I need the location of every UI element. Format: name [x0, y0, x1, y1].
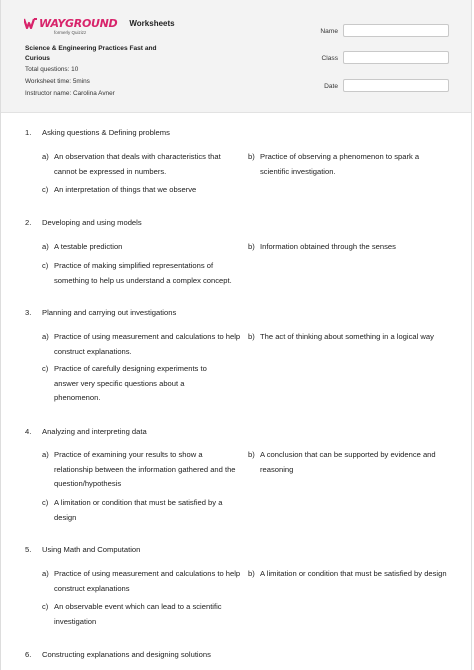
option-c[interactable] — [42, 183, 242, 198]
option-text: Information obtained through the senses — [260, 242, 396, 251]
option-letter: b) — [248, 569, 255, 578]
option-letter: b) — [248, 332, 255, 341]
question-number: 6. — [25, 650, 32, 659]
option-letter: c) — [42, 261, 49, 270]
wayground-logo-icon — [24, 18, 37, 29]
option-letter: b) — [248, 450, 255, 459]
option-text: A testable prediction — [54, 242, 123, 251]
option-letter: b) — [248, 242, 255, 251]
worksheet-header — [1, 0, 471, 113]
option-c[interactable] — [42, 496, 242, 525]
option-text: Practice of using measurement and calculations to help construct explanations. — [54, 332, 241, 356]
instructor-name: Instructor name: Carolina Avner — [25, 90, 115, 97]
date-label: Date — [324, 83, 338, 90]
option-text: A limitation or condition that must be satisfied by a design — [54, 498, 223, 522]
option-text: Practice of making simplified representations of something to help us understand a complex concept. — [54, 261, 232, 285]
question-number: 2. — [25, 218, 32, 227]
option-letter: a) — [42, 569, 49, 578]
option-b[interactable] — [248, 240, 448, 255]
option-letter: a) — [42, 242, 49, 251]
class-label: Class — [321, 55, 338, 62]
option-a[interactable] — [42, 448, 242, 492]
option-a[interactable] — [42, 567, 242, 596]
name-label: Name — [320, 28, 338, 35]
name-field[interactable] — [343, 24, 449, 37]
brand-name: WAYGROUND — [39, 17, 118, 30]
option-text: Practice of observing a phenomenon to spark a scientific investigation. — [260, 152, 420, 176]
class-field[interactable] — [343, 51, 449, 64]
option-letter: a) — [42, 152, 49, 161]
option-letter: a) — [42, 450, 49, 459]
worksheet-title: Science & Engineering Practices Fast and Curious — [25, 45, 157, 62]
option-text: A conclusion that can be supported by evidence and reasoning — [260, 450, 436, 474]
option-letter: a) — [42, 332, 49, 341]
option-text: Practice of using measurement and calculations to help construct explanations — [54, 569, 241, 593]
brand — [24, 17, 175, 35]
option-c[interactable] — [42, 259, 247, 288]
question-text: Planning and carrying out investigations — [42, 308, 177, 317]
option-text: A limitation or condition that must be satisfied by design — [260, 569, 447, 578]
option-letter: c) — [42, 498, 49, 507]
option-letter: c) — [42, 602, 49, 611]
question-text: Developing and using models — [42, 218, 142, 227]
option-b[interactable] — [248, 330, 453, 345]
question-number: 1. — [25, 128, 32, 137]
brand-subtitle: formerly Quizizz — [54, 30, 87, 35]
section-title: Worksheets — [129, 19, 175, 28]
question-number: 4. — [25, 427, 32, 436]
option-c[interactable] — [42, 600, 242, 629]
option-text: Practice of examining your results to show a relationship between the information gathered and the question/hypothesis — [54, 450, 236, 488]
option-b[interactable] — [248, 150, 448, 179]
worksheet-time: Worksheet time: 5mins — [25, 78, 90, 85]
option-text: The act of thinking about something in a logical way — [260, 332, 434, 341]
option-a[interactable] — [42, 150, 242, 179]
option-b[interactable] — [248, 567, 453, 582]
question-text: Using Math and Computation — [42, 545, 141, 554]
question-text: Asking questions & Defining problems — [42, 128, 170, 137]
question-number: 3. — [25, 308, 32, 317]
option-text: Practice of carefully designing experiments to answer very specific questions about a phenomenon. — [54, 364, 207, 402]
option-c[interactable] — [42, 362, 217, 406]
question-number: 5. — [25, 545, 32, 554]
option-text: An observable event which can lead to a scientific investigation — [54, 602, 222, 626]
option-a[interactable] — [42, 330, 242, 359]
option-b[interactable] — [248, 448, 453, 477]
option-text: An interpretation of things that we observe — [54, 185, 197, 194]
total-questions: Total questions: 10 — [25, 66, 79, 73]
option-letter: b) — [248, 152, 255, 161]
option-a[interactable] — [42, 240, 242, 255]
date-field[interactable] — [343, 79, 449, 92]
option-letter: c) — [42, 185, 49, 194]
option-letter: c) — [42, 364, 49, 373]
question-text: Analyzing and interpreting data — [42, 427, 147, 436]
question-text: Constructing explanations and designing solutions — [42, 650, 211, 659]
option-text: An observation that deals with characteristics that cannot be expressed in numbers. — [54, 152, 221, 176]
